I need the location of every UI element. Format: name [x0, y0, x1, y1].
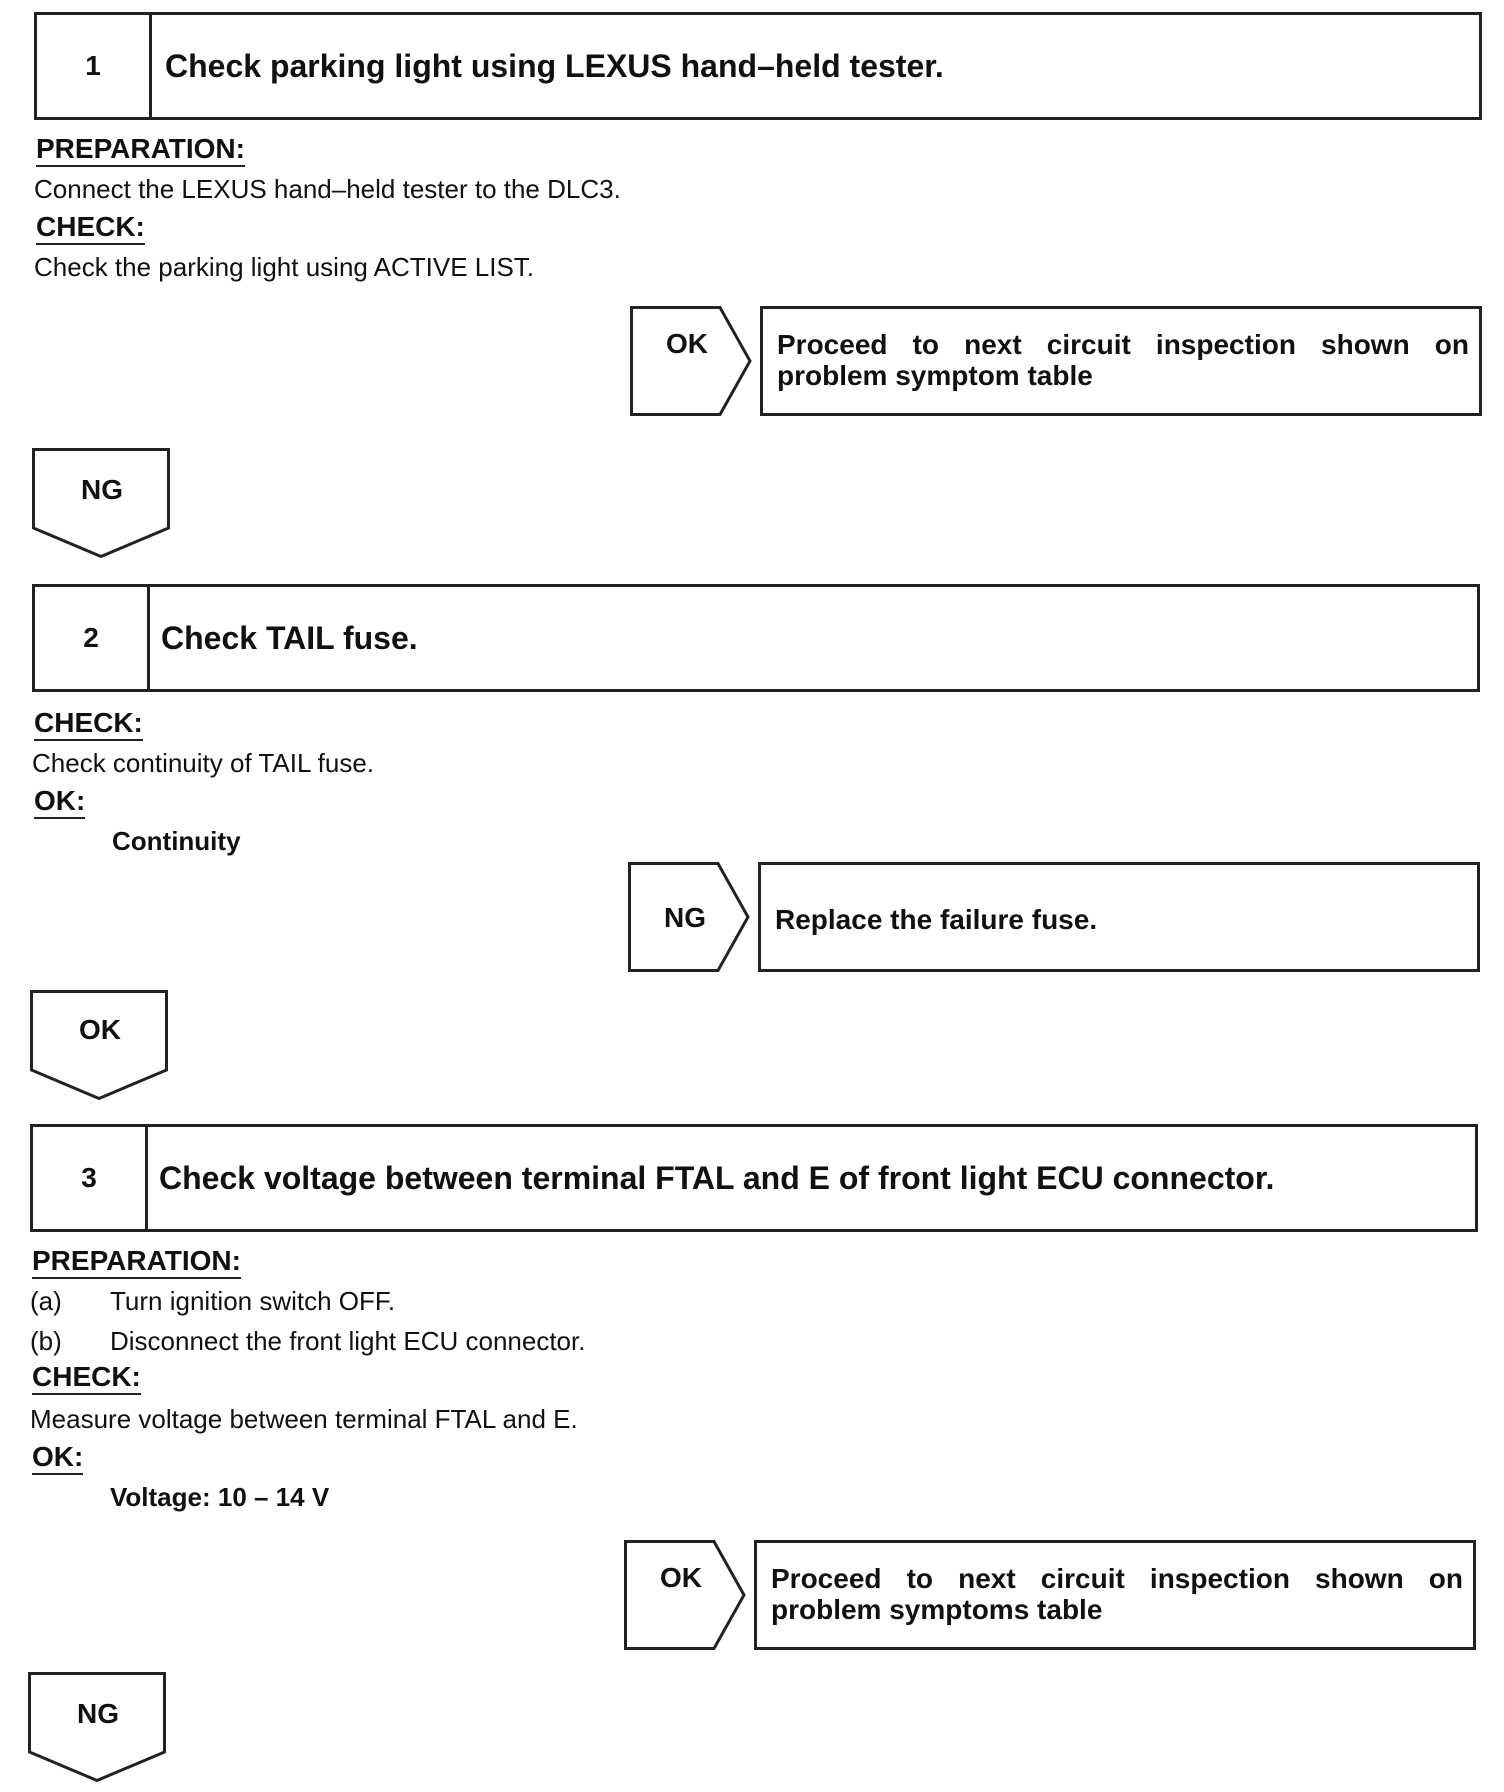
step-2-branch-result-box — [758, 862, 1480, 972]
step-1-title: Check parking light using LEXUS hand–held tester. — [165, 47, 944, 84]
step-3-check-text: Measure voltage between terminal FTAL and E. — [30, 1404, 578, 1434]
step-1-branch-result: Proceed to next circuit inspection shown on problem symptom table — [777, 329, 1469, 391]
step-2-branch-result: Replace the failure fuse. — [775, 904, 1098, 935]
step-3-check-heading: CHECK: — [32, 1362, 141, 1395]
step-1-next-label: NG — [81, 474, 123, 505]
step-2-branch-label: NG — [664, 902, 706, 933]
step-3-prep-item-a-text: Turn ignition switch OFF. — [110, 1286, 396, 1316]
step-3-header — [30, 1124, 1478, 1232]
step-1-header — [34, 12, 1482, 120]
step-1-number: 1 — [37, 15, 152, 117]
step-3-prep-item-a-marker: (a) — [30, 1286, 62, 1316]
step-1-branch-label: OK — [666, 328, 708, 359]
step-1-preparation-text: Connect the LEXUS hand–held tester to the DLC3. — [34, 174, 621, 204]
step-3-ok-heading: OK: — [32, 1442, 83, 1475]
step-1-preparation-heading: PREPARATION: — [36, 134, 245, 167]
step-1-branch-arrow — [630, 306, 760, 416]
step-3-preparation-heading: PREPARATION: — [32, 1246, 241, 1279]
step-2-check-text: Check continuity of TAIL fuse. — [32, 748, 375, 778]
step-2-header — [32, 584, 1480, 692]
step-1-branch-result-box — [760, 306, 1482, 416]
step-3-branch-result: Proceed to next circuit inspection shown on problem symptoms table — [771, 1563, 1463, 1625]
step-2-next-label: OK — [79, 1014, 121, 1045]
step-2-ok-heading: OK: — [34, 786, 85, 819]
step-1-check-heading: CHECK: — [36, 212, 145, 245]
step-2-ok-value: Continuity — [112, 826, 241, 856]
step-3-title: Check voltage between terminal FTAL and E of front light ECU connector. — [159, 1159, 1275, 1196]
step-2-number: 2 — [35, 587, 150, 689]
step-3-prep-item-b-marker: (b) — [30, 1326, 62, 1356]
step-3-next-label: NG — [77, 1698, 119, 1729]
step-2-title: Check TAIL fuse. — [161, 619, 418, 656]
step-3-prep-item-b-text: Disconnect the front light ECU connector. — [110, 1326, 586, 1356]
step-3-ok-value: Voltage: 10 – 14 V — [110, 1482, 330, 1512]
step-2-check-heading: CHECK: — [34, 708, 143, 741]
step-3-number: 3 — [33, 1127, 148, 1229]
step-3-branch-label: OK — [660, 1562, 702, 1593]
step-1-check-text: Check the parking light using ACTIVE LIST. — [34, 252, 535, 282]
step-3-branch-result-box — [754, 1540, 1476, 1650]
step-3-branch-arrow — [624, 1540, 754, 1650]
